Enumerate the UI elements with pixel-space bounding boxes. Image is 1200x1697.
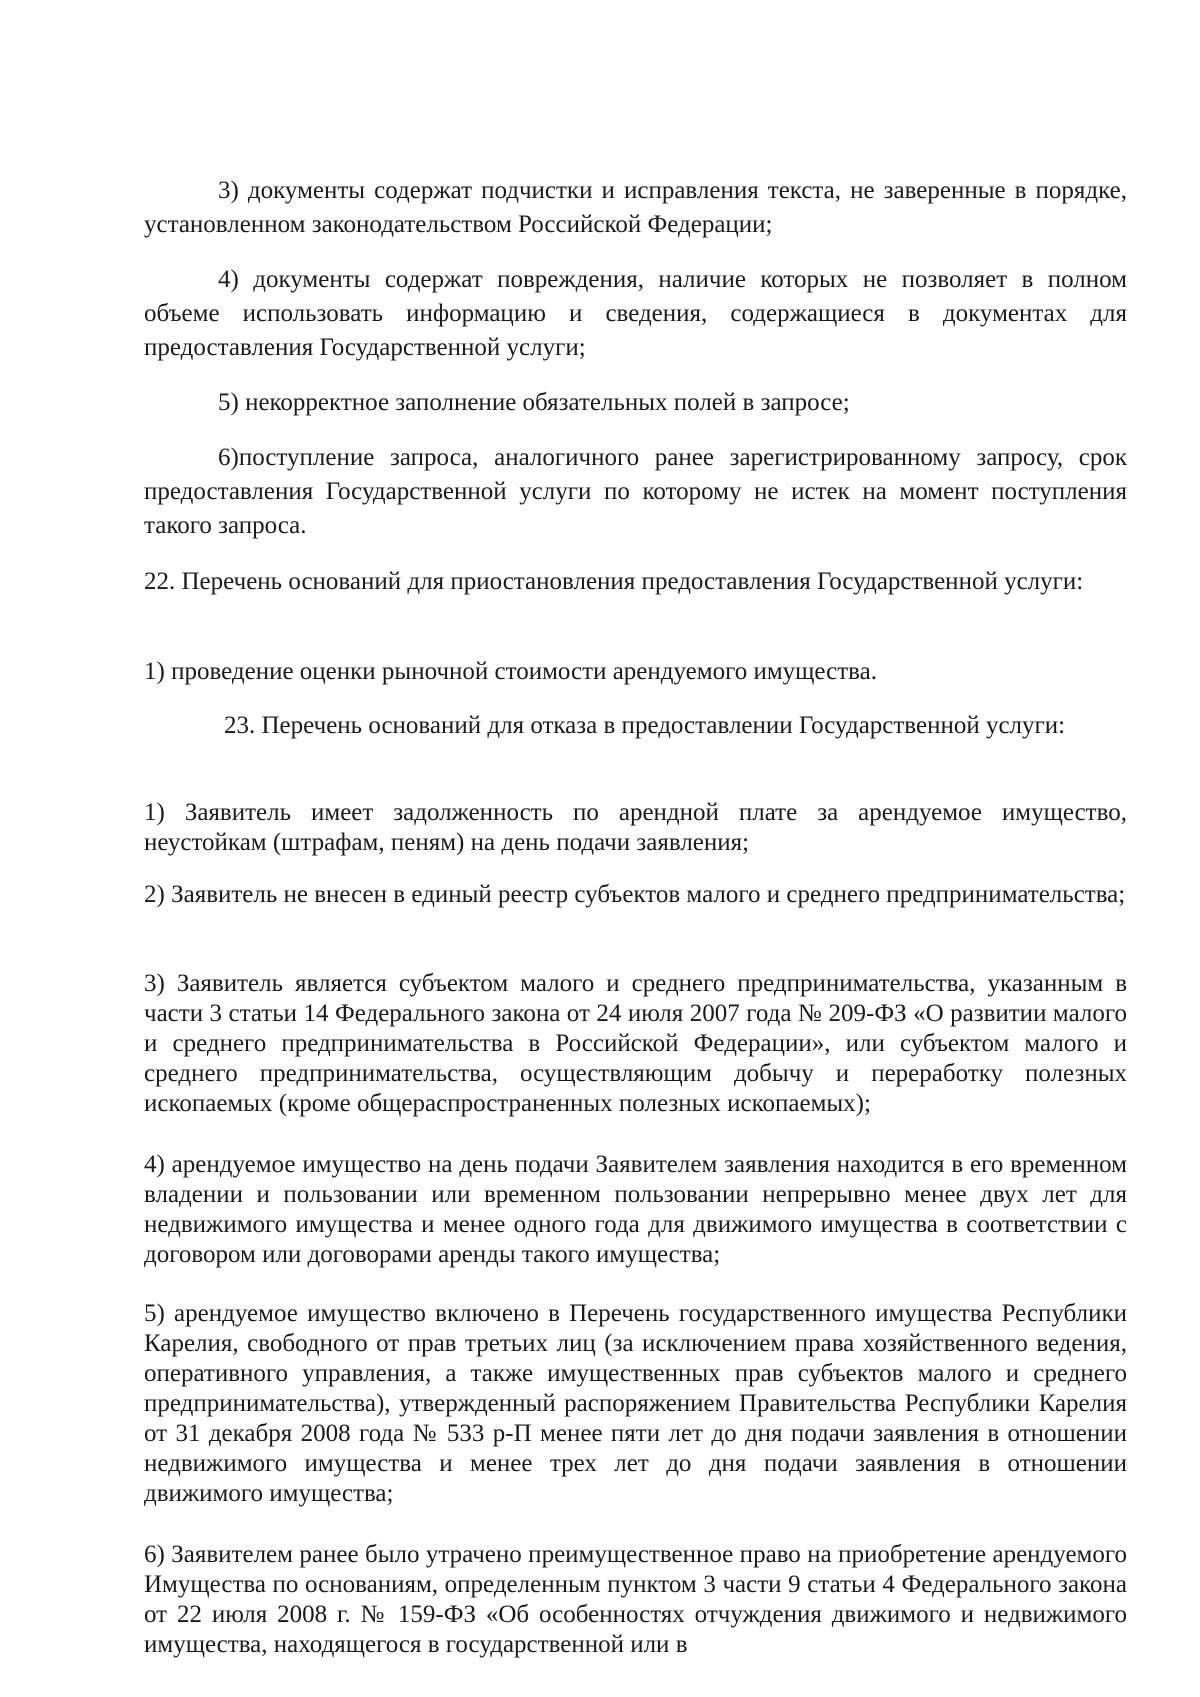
section-23-item-3: 3) Заявитель является субъектом малого и среднего предпринимательства, указанным в части 3 статьи 14 Федерального закона от 24 июля 2007 года № 209-ФЗ «О развитии малого и среднего предпринимательства в Российской Федерации», или субъектом малого и среднего предпринимательства, осуществляющим добычу и переработку полезных ископаемых (кроме общераспространенных полезных ископаемых); [144, 970, 1127, 1117]
paragraph-item-4-damaged-documents: 4) документы содержат повреждения, наличие которых не позволяет в полном объеме использовать информацию и сведения, содержащиеся в документах для предоставления Государственной услуги; [144, 266, 1127, 361]
section-22-item-1: 1) проведение оценки рыночной стоимости арендуемого имущества. [144, 658, 877, 685]
paragraph-item-6-duplicate-request: 6)поступление запроса, аналогичного ранее зарегистрированному запросу, срок предоставления Государственной услуги по которому не истек на момент поступления такого запроса. [144, 444, 1127, 539]
section-23-item-1: 1) Заявитель имеет задолженность по арендной плате за арендуемое имущество, неустойкам (штрафам, пеням) на день подачи заявления; [144, 799, 1127, 856]
section-23-item-2: 2) Заявитель не внесен в единый реестр субъектов малого и среднего предпринимательства; [144, 881, 1126, 908]
section-23-item-6: 6) Заявителем ранее было утрачено преимущественное право на приобретение арендуемого Имущества по основаниям, определенным пунктом 3 части 9 статьи 4 Федерального закона от 22 июля 2008 г. № 159-ФЗ «Об особенностях отчуждения движимого и недвижимого имущества, находящегося в государственной или в [144, 1541, 1127, 1658]
section-22-heading: 22. Перечень оснований для приостановления предоставления Государственной услуги: [144, 568, 1084, 595]
paragraph-item-3-unverified-corrections: 3) документы содержат подчистки и исправления текста, не заверенные в порядке, установленном законодательством Российской Федерации; [144, 177, 1127, 238]
paragraph-item-5-incorrect-fields: 5) некорректное заполнение обязательных полей в запросе; [218, 389, 850, 416]
section-23-item-4: 4) арендуемое имущество на день подачи Заявителем заявления находится в его временном владении и пользовании или временном пользовании непрерывно менее двух лет для недвижимого имущества и менее одного года для движимого имущества в соответствии с договором или договорами аренды такого имущества; [144, 1151, 1127, 1268]
section-23-item-5: 5) арендуемое имущество включено в Перечень государственного имущества Республики Карелия, свободного от прав третьих лиц (за исключением права хозяйственного ведения, оперативного управления, а также имущественных прав субъектов малого и среднего предпринимательства), утвержденный распоряжением Правительства Республики Карелия от 31 декабря 2008 года № 533 р-П менее пяти лет до дня подачи заявления в отношении недвижимого имущества и менее трех лет до дня подачи заявления в отношении движимого имущества; [144, 1300, 1127, 1507]
section-23-heading: 23. Перечень оснований для отказа в предоставлении Государственной услуги: [224, 712, 1066, 739]
